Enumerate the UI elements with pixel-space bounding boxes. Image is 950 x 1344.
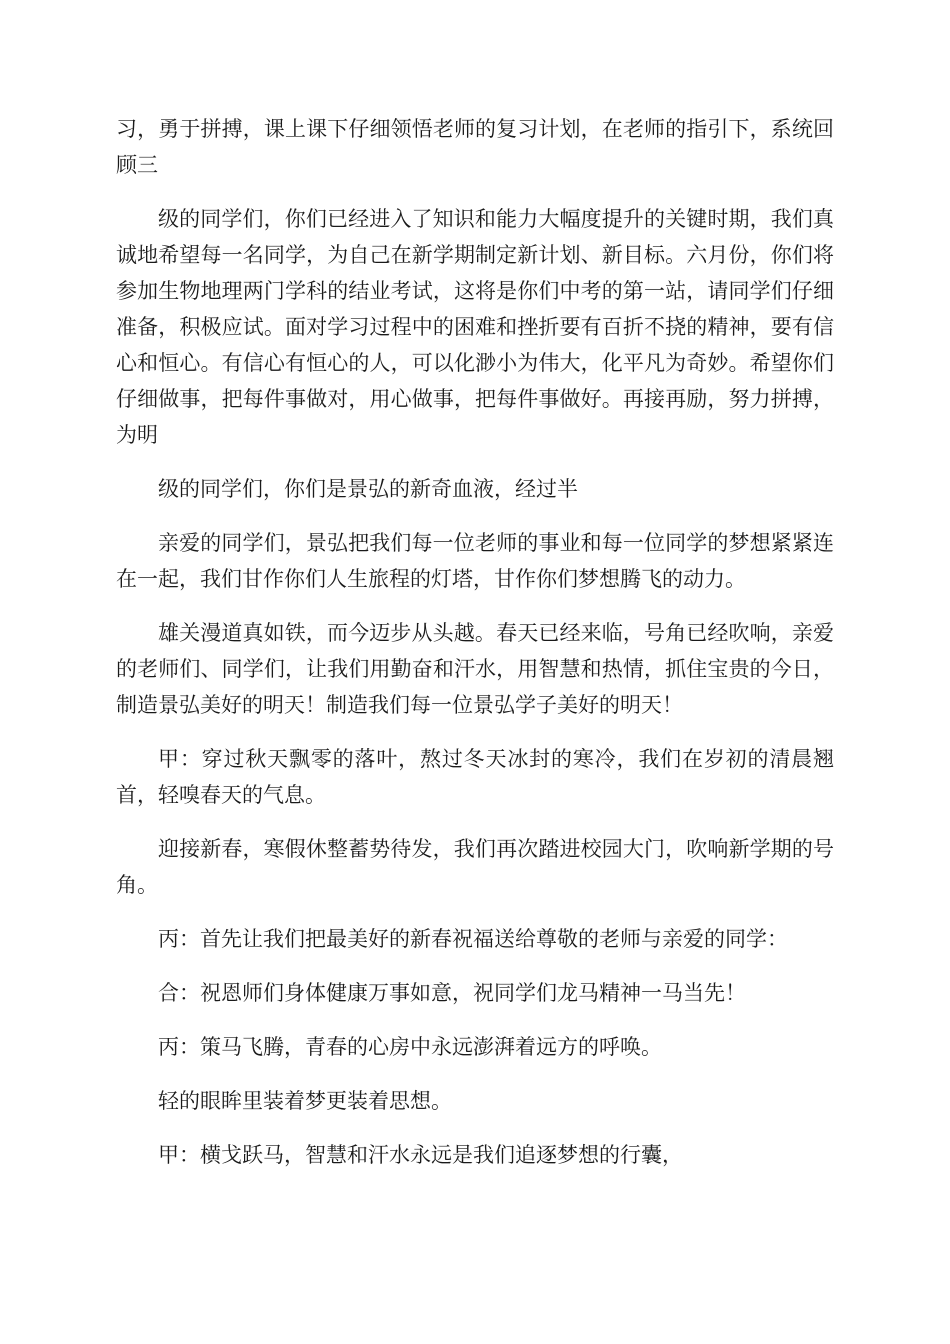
paragraph-12: 甲：横戈跃马，智慧和汗水永远是我们追逐梦想的行囊， (158, 1143, 683, 1167)
paragraph-3: 级的同学们，你们是景弘的新奇血液，经过半 (158, 477, 578, 501)
paragraph-1: 习，勇于拼搏，课上课下仔细领悟老师的复习计划，在老师的指引下，系统回顾三 (116, 117, 834, 177)
paragraph-9: 合：祝恩师们身体健康万事如意，祝同学们龙马精神一马当先！ (158, 981, 746, 1005)
paragraph-7: 迎接新春，寒假休整蓄势待发，我们再次踏进校园大门，吹响新学期的号角。 (116, 837, 834, 897)
document-body (116, 111, 834, 1191)
paragraph-6: 甲：穿过秋天飘零的落叶，熬过冬天冰封的寒冷，我们在岁初的清晨翘首，轻嗅春天的气息。 (116, 747, 834, 807)
paragraph-11: 轻的眼眸里装着梦更装着思想。 (158, 1089, 452, 1113)
paragraph-4: 亲爱的同学们，景弘把我们每一位老师的事业和每一位同学的梦想紧紧连在一起，我们甘作你们人生旅程的灯塔，甘作你们梦想腾飞的动力。 (116, 531, 834, 591)
paragraph-10: 丙：策马飞腾，青春的心房中永远澎湃着远方的呼唤。 (158, 1035, 662, 1059)
paragraph-5: 雄关漫道真如铁，而今迈步从头越。春天已经来临，号角已经吹响，亲爱的老师们、同学们，让我们用勤奋和汗水，用智慧和热情，抓住宝贵的今日，制造景弘美好的明天！制造我们每一位景弘学子美好的明天！ (116, 621, 834, 717)
paragraph-8: 丙：首先让我们把最美好的新春祝福送给尊敬的老师与亲爱的同学： (158, 927, 788, 951)
paragraph-2: 级的同学们，你们已经进入了知识和能力大幅度提升的关键时期，我们真诚地希望每一名同学，为自己在新学期制定新计划、新目标。六月份，你们将参加生物地理两门学科的结业考试，这将是你们中考的第一站，请同学们仔细准备，积极应试。面对学习过程中的困难和挫折要有百折不挠的精神，要有信心和恒心。有信心有恒心的人，可以化渺小为伟大，化平凡为奇妙。希望你们仔细做事，把每件事做对，用心做事，把每件事做好。再接再励，努力拼搏，为明 (116, 207, 834, 447)
